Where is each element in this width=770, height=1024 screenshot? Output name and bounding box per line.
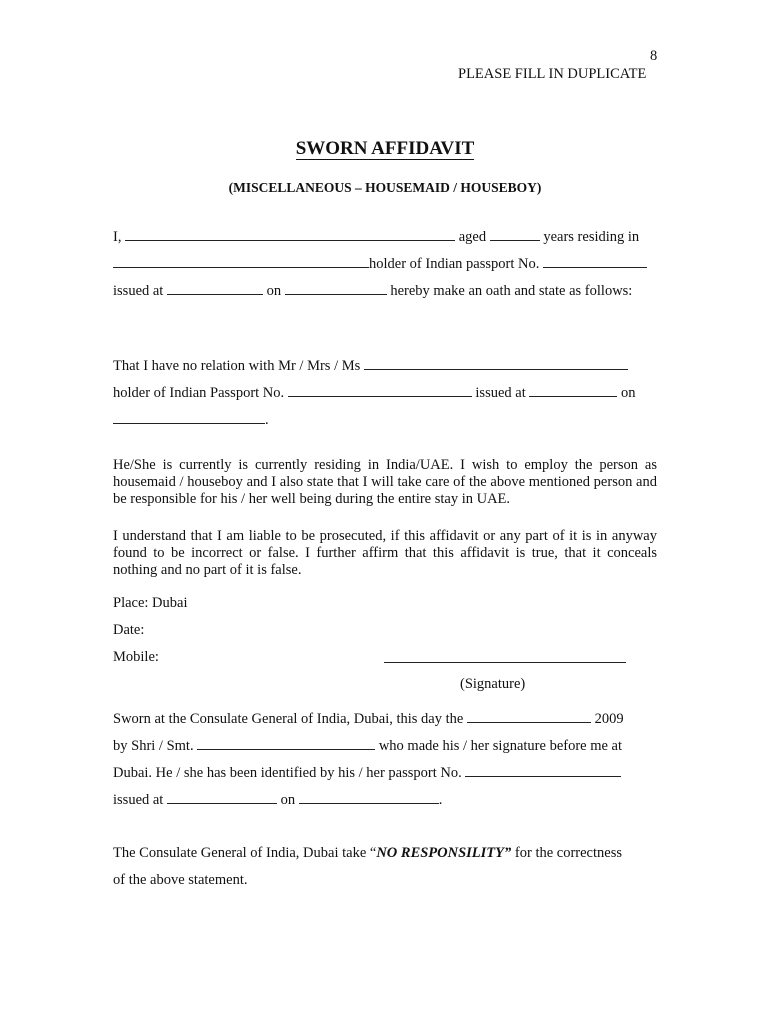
no-responsibility-emphasis: NO RESPONSILITY” bbox=[376, 845, 512, 861]
sworn-at-label: Sworn at the Consulate General of India, Dubai, this day the bbox=[113, 711, 464, 727]
disclaimer-line-2: of the above statement. bbox=[113, 872, 248, 888]
mobile-field: Mobile: bbox=[113, 649, 159, 665]
sworn-date-blank[interactable] bbox=[299, 791, 439, 804]
relation-line-1 bbox=[113, 357, 628, 375]
passport-holder-label: holder of Indian passport No. bbox=[369, 256, 540, 272]
oath-statement: hereby make an oath and state as follows: bbox=[390, 283, 633, 299]
years-residing-label: years residing in bbox=[543, 229, 640, 245]
disclaimer-text-after: for the correctness bbox=[511, 845, 622, 861]
signature-line[interactable] bbox=[384, 662, 626, 663]
relation-issued-at-blank[interactable] bbox=[529, 384, 617, 397]
page-number: 8 bbox=[650, 48, 658, 64]
signature-label: (Signature) bbox=[460, 676, 526, 692]
duplicate-notice: PLEASE FILL IN DUPLICATE bbox=[458, 66, 647, 82]
passport-number-blank[interactable] bbox=[543, 255, 647, 268]
sworn-line-2 bbox=[113, 737, 622, 755]
document-title-text: SWORN AFFIDAVIT bbox=[295, 138, 475, 159]
sworn-day-blank[interactable] bbox=[467, 710, 591, 723]
issue-date-blank[interactable] bbox=[285, 282, 387, 295]
relation-on-label: on bbox=[621, 385, 636, 401]
sworn-year: 2009 bbox=[594, 711, 624, 727]
relation-end-period: . bbox=[265, 412, 269, 428]
sworn-issued-at-label: issued at bbox=[113, 792, 164, 808]
declarant-line-3 bbox=[113, 282, 632, 300]
document-title bbox=[0, 138, 770, 160]
sworn-end-period: . bbox=[438, 792, 443, 808]
no-relation-label: That I have no relation with Mr / Mrs / Ms bbox=[113, 358, 361, 374]
declarant-line-1 bbox=[113, 228, 639, 246]
signature-before-me-label: who made his / her signature before me at bbox=[378, 738, 623, 754]
sworn-on-label: on bbox=[280, 792, 296, 808]
relation-line-3 bbox=[113, 411, 269, 429]
identified-label: Dubai. He / she has been identified by his / her passport No. bbox=[113, 765, 462, 781]
sworn-line-4 bbox=[113, 791, 442, 809]
employment-paragraph: He/She is currently is currently residing in India/UAE. I wish to employ the person as housemaid / houseboy and I also state that I will take care of the above mentioned person and be responsible for his / her well being during the entire stay in UAE. bbox=[113, 457, 657, 507]
relation-date-blank[interactable] bbox=[113, 411, 265, 424]
place-field: Place: Dubai bbox=[113, 595, 188, 611]
date-field: Date: bbox=[113, 622, 145, 638]
shri-name-blank[interactable] bbox=[197, 737, 375, 750]
relation-line-2 bbox=[113, 384, 636, 402]
sworn-line-3 bbox=[113, 764, 621, 782]
sworn-line-1 bbox=[113, 710, 624, 728]
relation-issued-at-label: issued at bbox=[475, 385, 526, 401]
declarant-line-2 bbox=[113, 255, 647, 273]
liability-paragraph: I understand that I am liable to be prosecuted, if this affidavit or any part of it is in anyway found to be incorrect or false. I further affirm that this affidavit is true, that it conceals nothing and no part of it is false. bbox=[113, 528, 657, 578]
residence-blank[interactable] bbox=[113, 255, 369, 268]
sworn-issued-at-blank[interactable] bbox=[167, 791, 277, 804]
issued-at-label: issued at bbox=[113, 283, 164, 299]
by-shri-label: by Shri / Smt. bbox=[113, 738, 194, 754]
relation-name-blank[interactable] bbox=[364, 357, 628, 370]
aged-label: aged bbox=[458, 229, 487, 245]
disclaimer-line-1 bbox=[113, 845, 622, 862]
disclaimer-text-before: The Consulate General of India, Dubai take “ bbox=[113, 845, 377, 861]
age-blank[interactable] bbox=[490, 228, 540, 241]
relation-passport-blank[interactable] bbox=[288, 384, 472, 397]
relation-passport-label: holder of Indian Passport No. bbox=[113, 385, 285, 401]
issued-at-blank[interactable] bbox=[167, 282, 263, 295]
declarant-name-blank[interactable] bbox=[125, 228, 455, 241]
on-label: on bbox=[266, 283, 282, 299]
declarant-i-label: I, bbox=[113, 229, 122, 245]
document-subtitle: (MISCELLANEOUS – HOUSEMAID / HOUSEBOY) bbox=[228, 180, 542, 195]
identified-passport-blank[interactable] bbox=[465, 764, 621, 777]
